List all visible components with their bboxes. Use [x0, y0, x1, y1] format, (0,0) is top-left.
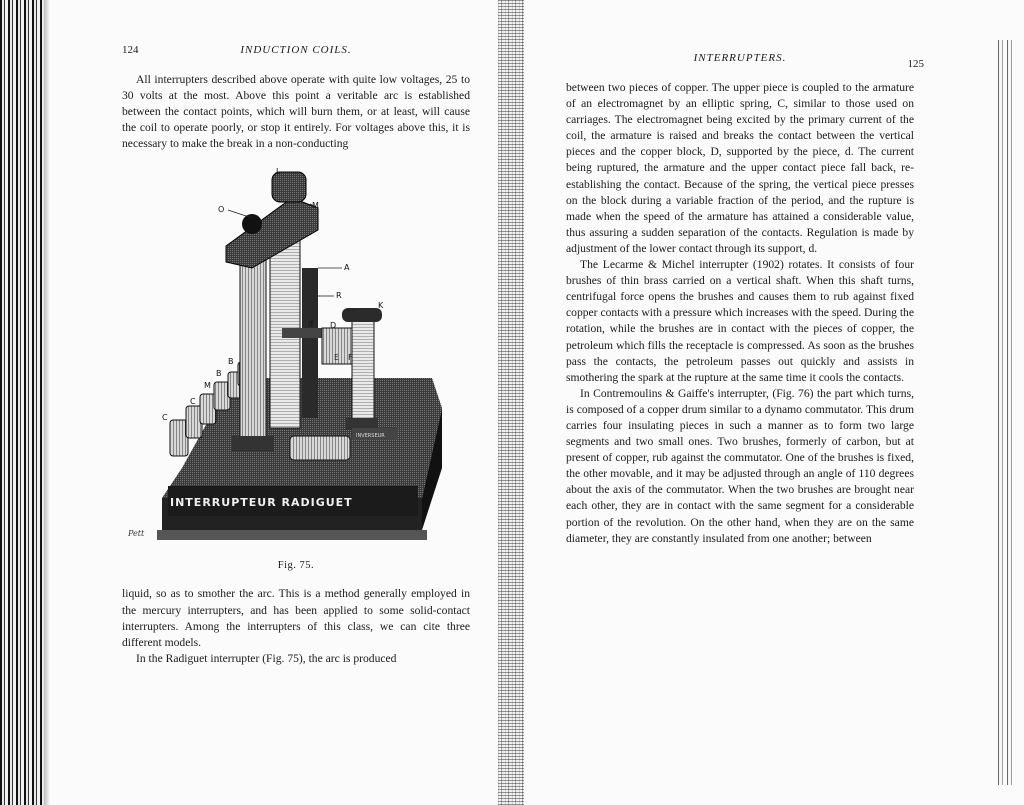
engraver-signature: Pett: [128, 529, 145, 539]
nameplate-text: INTERRUPTEUR RADIGUET: [170, 496, 353, 510]
right-paragraph-2: The Lecarme & Michel interrupter (1902) rotates. It consists of four brushes of thin brass carried on a vertical shaft. When this shaft turns, centrifugal force opens the brushes and causes them to rub against fixed copper contacts with a pressure which increases with the speed. During the rotation, while the brushes are in contact with the pieces of copper, the petroleum which fills the receptacle is compressed. As soon as the brushes pass the contacts, the petroleum passes out quickly and assists in smothering the spark at the rupture at the same time it cools the contacts.: [566, 258, 914, 384]
radiguet-interrupter-illustration: [122, 168, 470, 558]
label-K: K: [378, 301, 384, 311]
figure-caption: Fig. 75.: [277, 560, 315, 572]
label-B-1: B: [228, 357, 234, 367]
inverseur-plate: INVERSEUR: [356, 433, 385, 440]
right-paragraph-1: between two pieces of copper. The upper piece is coupled to the armature of an electromagnet by an elliptic spring, C, similar to those used on carriages. The electromagnet being excited by the primary current of the coil, the armature is raised and breaks the contact between the vertical pieces and the copper block, D, supported by the piece, d. The current being ruptured, the armature and the upper contact piece fall back, re-establishing the contact. Because of the spring, the vertical piece presses on the block during a variable fraction of the period, and the rupture is made when the speed of the armature has attained a considerable value, thus assuring a sudden separation of the contacts. Regulation is made by adjustment of the lower contact through its support, d.: [566, 81, 914, 255]
label-D: D: [330, 321, 337, 331]
label-R: R: [336, 291, 342, 301]
label-E: E: [334, 353, 340, 363]
label-F: F: [348, 353, 353, 363]
left-paragraph-3: In the Radiguet interrupter (Fig. 75), the arc is produced: [136, 651, 397, 665]
right-paragraph-3: In Contremoulins & Gaiffe's interrupter, (Fig. 76) the part which turns, is composed of a copper drum similar to a dynamo commutator. This drum carries four insulating pieces in such a manner as to form two large segments and two small ones. Two brushes, formerly of carbon, but at present of copper, rub against the commutator. One of the brushes is fixed, the other movable, and it may be adjusted through an angle of 110 degrees about the axis of the commutator. When the two brushes are brought near each other, they are in contact with the same segment for a considerable portion of the revolution. On the other hand, when they are on the same diameter, they are constantly insulated from one another; between: [566, 386, 914, 545]
right-running-head: [566, 52, 924, 74]
label-A: A: [344, 263, 350, 273]
label-B-2: B: [216, 369, 222, 379]
label-L: L: [276, 168, 281, 177]
right-page-number: 125: [907, 58, 924, 70]
right-running-title: INTERRUPTERS.: [693, 52, 787, 64]
left-running-head: [122, 44, 470, 66]
left-paragraph-2: liquid, so as to smother the arc. This is a method generally employed in the mercury interrupters, and has been applied to some solid-contact interrupters. Among the interrupters of this class, we can cite three different models.: [122, 587, 470, 649]
left-page-number: 124: [122, 44, 139, 56]
label-C-2: C: [162, 413, 168, 423]
label-d: d: [308, 319, 314, 329]
left-running-title: INDUCTION COILS.: [240, 44, 352, 56]
binding-edge-left: [0, 0, 44, 805]
left-page: [122, 44, 470, 667]
figure-75: [122, 168, 470, 586]
right-page: [566, 52, 924, 547]
label-O: O: [218, 205, 225, 215]
label-C-1: C: [190, 397, 196, 407]
page-edge-right: [998, 40, 1012, 785]
label-M-top: M: [312, 201, 319, 211]
left-paragraph-1: All interrupters described above operate with quite low voltages, 25 to 30 volts at the most. Above this point a veritable arc is established between the contact points, which will burn them, or at least, will cause the coil to operate poorly, or stop it entirely. For voltages above this, it is necessary to make the break in a non-conducting: [122, 73, 470, 151]
label-M-bottom: M: [204, 381, 211, 391]
center-gutter: [498, 0, 524, 805]
